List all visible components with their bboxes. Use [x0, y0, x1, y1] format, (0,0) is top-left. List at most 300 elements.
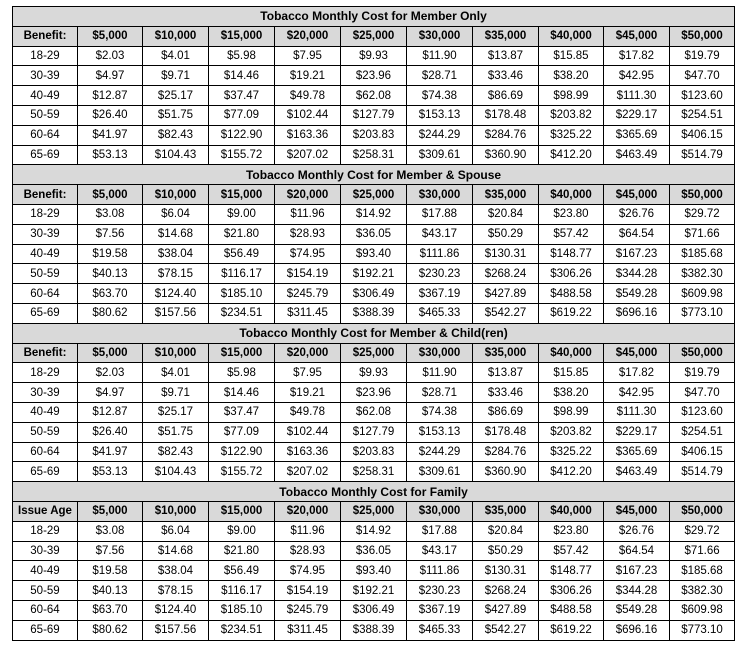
- age-band-cell: 40-49: [13, 402, 78, 422]
- monthly-cost-cell: $427.89: [473, 600, 539, 620]
- monthly-cost-cell: $14.68: [143, 541, 209, 561]
- monthly-cost-cell: $21.80: [209, 541, 275, 561]
- monthly-cost-cell: $86.69: [473, 86, 539, 106]
- monthly-cost-cell: $344.28: [604, 264, 670, 284]
- monthly-cost-cell: $344.28: [604, 581, 670, 601]
- benefit-amount-header: $50,000: [670, 343, 735, 363]
- monthly-cost-cell: $17.82: [604, 46, 670, 66]
- monthly-cost-cell: $80.62: [78, 620, 143, 640]
- monthly-cost-cell: $82.43: [143, 442, 209, 462]
- monthly-cost-cell: $41.97: [78, 125, 143, 145]
- table-row: [13, 402, 735, 422]
- section-title-row: [13, 165, 735, 185]
- benefit-amount-header: $45,000: [604, 343, 670, 363]
- monthly-cost-cell: $49.78: [275, 402, 341, 422]
- monthly-cost-cell: $19.79: [670, 363, 735, 383]
- monthly-cost-cell: $203.82: [539, 105, 604, 125]
- monthly-cost-cell: $163.36: [275, 125, 341, 145]
- monthly-cost-cell: $153.13: [407, 105, 473, 125]
- age-band-cell: 18-29: [13, 46, 78, 66]
- monthly-cost-cell: $549.28: [604, 600, 670, 620]
- monthly-cost-cell: $23.96: [341, 66, 407, 86]
- monthly-cost-cell: $412.20: [539, 145, 604, 165]
- monthly-cost-cell: $53.13: [78, 145, 143, 165]
- benefit-amount-header: $20,000: [275, 26, 341, 46]
- section-title-row: [13, 323, 735, 343]
- monthly-cost-cell: $23.80: [539, 521, 604, 541]
- table-row: [13, 224, 735, 244]
- monthly-cost-cell: $2.03: [78, 46, 143, 66]
- monthly-cost-cell: $111.30: [604, 402, 670, 422]
- monthly-cost-cell: $20.84: [473, 521, 539, 541]
- benefit-amount-header: $20,000: [275, 185, 341, 205]
- table-row: [13, 66, 735, 86]
- monthly-cost-cell: $5.98: [209, 363, 275, 383]
- monthly-cost-cell: $36.05: [341, 224, 407, 244]
- monthly-cost-cell: $63.70: [78, 600, 143, 620]
- monthly-cost-cell: $178.48: [473, 105, 539, 125]
- monthly-cost-cell: $25.17: [143, 86, 209, 106]
- monthly-cost-cell: $619.22: [539, 303, 604, 323]
- monthly-cost-cell: $185.10: [209, 284, 275, 304]
- age-band-cell: 18-29: [13, 363, 78, 383]
- monthly-cost-cell: $50.29: [473, 224, 539, 244]
- monthly-cost-cell: $234.51: [209, 620, 275, 640]
- monthly-cost-cell: $465.33: [407, 620, 473, 640]
- benefit-amount-header: $5,000: [78, 26, 143, 46]
- monthly-cost-cell: $33.46: [473, 383, 539, 403]
- monthly-cost-cell: $42.95: [604, 66, 670, 86]
- monthly-cost-cell: $245.79: [275, 600, 341, 620]
- monthly-cost-cell: $258.31: [341, 462, 407, 482]
- monthly-cost-cell: $40.13: [78, 264, 143, 284]
- monthly-cost-cell: $155.72: [209, 462, 275, 482]
- age-band-cell: 30-39: [13, 224, 78, 244]
- monthly-cost-cell: $36.05: [341, 541, 407, 561]
- monthly-cost-cell: $41.97: [78, 442, 143, 462]
- monthly-cost-cell: $4.97: [78, 383, 143, 403]
- table-row: [13, 125, 735, 145]
- monthly-cost-cell: $15.85: [539, 363, 604, 383]
- section-title: Tobacco Monthly Cost for Member & Child(ren): [13, 323, 735, 343]
- monthly-cost-cell: $245.79: [275, 284, 341, 304]
- monthly-cost-cell: $311.45: [275, 620, 341, 640]
- monthly-cost-cell: $40.13: [78, 581, 143, 601]
- monthly-cost-cell: $167.23: [604, 561, 670, 581]
- age-band-cell: 50-59: [13, 422, 78, 442]
- monthly-cost-cell: $244.29: [407, 125, 473, 145]
- monthly-cost-cell: $53.13: [78, 462, 143, 482]
- monthly-cost-cell: $17.88: [407, 521, 473, 541]
- age-band-cell: 30-39: [13, 541, 78, 561]
- monthly-cost-cell: $406.15: [670, 125, 735, 145]
- monthly-cost-cell: $23.80: [539, 204, 604, 224]
- benefit-amount-header: $30,000: [407, 343, 473, 363]
- monthly-cost-cell: $154.19: [275, 581, 341, 601]
- monthly-cost-cell: $82.43: [143, 125, 209, 145]
- benefit-amount-header: $15,000: [209, 185, 275, 205]
- benefit-amount-header: $35,000: [473, 185, 539, 205]
- monthly-cost-cell: $116.17: [209, 581, 275, 601]
- benefit-amount-header: $20,000: [275, 343, 341, 363]
- age-band-cell: 60-64: [13, 125, 78, 145]
- monthly-cost-cell: $78.15: [143, 264, 209, 284]
- monthly-cost-cell: $9.00: [209, 204, 275, 224]
- monthly-cost-cell: $9.00: [209, 521, 275, 541]
- table-row: [13, 46, 735, 66]
- monthly-cost-cell: $382.30: [670, 264, 735, 284]
- table-row: [13, 264, 735, 284]
- table-row: [13, 363, 735, 383]
- benefit-amount-header: $30,000: [407, 26, 473, 46]
- monthly-cost-cell: $74.95: [275, 244, 341, 264]
- monthly-cost-cell: $311.45: [275, 303, 341, 323]
- monthly-cost-cell: $127.79: [341, 422, 407, 442]
- monthly-cost-cell: $57.42: [539, 541, 604, 561]
- age-band-cell: 65-69: [13, 145, 78, 165]
- monthly-cost-cell: $153.13: [407, 422, 473, 442]
- monthly-cost-cell: $130.31: [473, 244, 539, 264]
- monthly-cost-cell: $360.90: [473, 145, 539, 165]
- monthly-cost-cell: $309.61: [407, 145, 473, 165]
- benefit-amount-header: $10,000: [143, 185, 209, 205]
- monthly-cost-cell: $542.27: [473, 620, 539, 640]
- monthly-cost-cell: $185.68: [670, 244, 735, 264]
- benefit-amount-header: $40,000: [539, 343, 604, 363]
- monthly-cost-cell: $9.71: [143, 383, 209, 403]
- monthly-cost-cell: $7.56: [78, 224, 143, 244]
- monthly-cost-cell: $86.69: [473, 402, 539, 422]
- monthly-cost-cell: $367.19: [407, 284, 473, 304]
- monthly-cost-cell: $258.31: [341, 145, 407, 165]
- table-row: [13, 86, 735, 106]
- table-row: [13, 442, 735, 462]
- benefit-amount-header: $40,000: [539, 501, 604, 521]
- monthly-cost-cell: $412.20: [539, 462, 604, 482]
- monthly-cost-cell: $102.44: [275, 422, 341, 442]
- monthly-cost-cell: $123.60: [670, 86, 735, 106]
- monthly-cost-cell: $773.10: [670, 620, 735, 640]
- monthly-cost-cell: $102.44: [275, 105, 341, 125]
- monthly-cost-cell: $2.03: [78, 363, 143, 383]
- benefit-amount-header: $15,000: [209, 343, 275, 363]
- benefit-amount-header: $30,000: [407, 185, 473, 205]
- monthly-cost-cell: $64.54: [604, 541, 670, 561]
- monthly-cost-cell: $47.70: [670, 66, 735, 86]
- monthly-cost-cell: $37.47: [209, 86, 275, 106]
- monthly-cost-cell: $203.83: [341, 125, 407, 145]
- monthly-cost-cell: $254.51: [670, 105, 735, 125]
- table-row: [13, 462, 735, 482]
- tobacco-rate-table: [12, 6, 735, 641]
- benefit-amount-header: $5,000: [78, 501, 143, 521]
- monthly-cost-cell: $64.54: [604, 224, 670, 244]
- benefit-amount-header: $50,000: [670, 501, 735, 521]
- monthly-cost-cell: $9.71: [143, 66, 209, 86]
- age-band-cell: 30-39: [13, 66, 78, 86]
- monthly-cost-cell: $93.40: [341, 561, 407, 581]
- monthly-cost-cell: $19.58: [78, 561, 143, 581]
- header-label: Benefit:: [13, 185, 78, 205]
- section-title: Tobacco Monthly Cost for Member Only: [13, 7, 735, 27]
- monthly-cost-cell: $465.33: [407, 303, 473, 323]
- monthly-cost-cell: $11.90: [407, 46, 473, 66]
- monthly-cost-cell: $98.99: [539, 402, 604, 422]
- monthly-cost-cell: $93.40: [341, 244, 407, 264]
- monthly-cost-cell: $542.27: [473, 303, 539, 323]
- monthly-cost-cell: $17.88: [407, 204, 473, 224]
- monthly-cost-cell: $111.86: [407, 244, 473, 264]
- monthly-cost-cell: $3.08: [78, 204, 143, 224]
- monthly-cost-cell: $14.46: [209, 66, 275, 86]
- table-row: [13, 620, 735, 640]
- monthly-cost-cell: $29.72: [670, 521, 735, 541]
- monthly-cost-cell: $19.21: [275, 66, 341, 86]
- age-band-cell: 60-64: [13, 600, 78, 620]
- monthly-cost-cell: $192.21: [341, 264, 407, 284]
- age-band-cell: 50-59: [13, 105, 78, 125]
- monthly-cost-cell: $488.58: [539, 284, 604, 304]
- monthly-cost-cell: $38.04: [143, 244, 209, 264]
- monthly-cost-cell: $56.49: [209, 244, 275, 264]
- monthly-cost-cell: $43.17: [407, 541, 473, 561]
- table-row: [13, 303, 735, 323]
- monthly-cost-cell: $388.39: [341, 620, 407, 640]
- monthly-cost-cell: $365.69: [604, 442, 670, 462]
- monthly-cost-cell: $609.98: [670, 600, 735, 620]
- monthly-cost-cell: $38.20: [539, 383, 604, 403]
- monthly-cost-cell: $124.40: [143, 600, 209, 620]
- benefit-amount-header: $50,000: [670, 185, 735, 205]
- monthly-cost-cell: $11.96: [275, 204, 341, 224]
- monthly-cost-cell: $7.56: [78, 541, 143, 561]
- monthly-cost-cell: $77.09: [209, 422, 275, 442]
- monthly-cost-cell: $360.90: [473, 462, 539, 482]
- monthly-cost-cell: $63.70: [78, 284, 143, 304]
- monthly-cost-cell: $9.93: [341, 46, 407, 66]
- monthly-cost-cell: $71.66: [670, 541, 735, 561]
- table-row: [13, 521, 735, 541]
- monthly-cost-cell: $325.22: [539, 442, 604, 462]
- monthly-cost-cell: $51.75: [143, 422, 209, 442]
- monthly-cost-cell: $268.24: [473, 264, 539, 284]
- monthly-cost-cell: $230.23: [407, 264, 473, 284]
- monthly-cost-cell: $122.90: [209, 442, 275, 462]
- benefit-amount-header: $25,000: [341, 501, 407, 521]
- monthly-cost-cell: $14.92: [341, 521, 407, 541]
- benefit-header-row: [13, 185, 735, 205]
- monthly-cost-cell: $12.87: [78, 402, 143, 422]
- benefit-amount-header: $35,000: [473, 343, 539, 363]
- monthly-cost-cell: $463.49: [604, 462, 670, 482]
- age-band-cell: 65-69: [13, 462, 78, 482]
- monthly-cost-cell: $19.79: [670, 46, 735, 66]
- monthly-cost-cell: $306.49: [341, 600, 407, 620]
- monthly-cost-cell: $104.43: [143, 462, 209, 482]
- monthly-cost-cell: $157.56: [143, 303, 209, 323]
- section-title: Tobacco Monthly Cost for Family: [13, 482, 735, 502]
- monthly-cost-cell: $14.46: [209, 383, 275, 403]
- monthly-cost-cell: $111.30: [604, 86, 670, 106]
- monthly-cost-cell: $78.15: [143, 581, 209, 601]
- monthly-cost-cell: $185.10: [209, 600, 275, 620]
- table-row: [13, 561, 735, 581]
- monthly-cost-cell: $57.42: [539, 224, 604, 244]
- monthly-cost-cell: $51.75: [143, 105, 209, 125]
- monthly-cost-cell: $74.38: [407, 86, 473, 106]
- monthly-cost-cell: $365.69: [604, 125, 670, 145]
- benefit-amount-header: $15,000: [209, 501, 275, 521]
- age-band-cell: 40-49: [13, 561, 78, 581]
- benefit-amount-header: $25,000: [341, 343, 407, 363]
- monthly-cost-cell: $12.87: [78, 86, 143, 106]
- monthly-cost-cell: $167.23: [604, 244, 670, 264]
- monthly-cost-cell: $234.51: [209, 303, 275, 323]
- monthly-cost-cell: $696.16: [604, 620, 670, 640]
- table-row: [13, 145, 735, 165]
- monthly-cost-cell: $207.02: [275, 145, 341, 165]
- benefit-amount-header: $40,000: [539, 26, 604, 46]
- monthly-cost-cell: $6.04: [143, 521, 209, 541]
- monthly-cost-cell: $14.68: [143, 224, 209, 244]
- monthly-cost-cell: $13.87: [473, 46, 539, 66]
- header-label: Benefit:: [13, 343, 78, 363]
- monthly-cost-cell: $26.40: [78, 105, 143, 125]
- benefit-header-row: [13, 343, 735, 363]
- table-row: [13, 204, 735, 224]
- monthly-cost-cell: $38.04: [143, 561, 209, 581]
- benefit-amount-header: $10,000: [143, 501, 209, 521]
- monthly-cost-cell: $25.17: [143, 402, 209, 422]
- table-row: [13, 105, 735, 125]
- header-label: Issue Age: [13, 501, 78, 521]
- table-row: [13, 422, 735, 442]
- monthly-cost-cell: $155.72: [209, 145, 275, 165]
- benefit-amount-header: $45,000: [604, 501, 670, 521]
- monthly-cost-cell: $192.21: [341, 581, 407, 601]
- monthly-cost-cell: $71.66: [670, 224, 735, 244]
- benefit-amount-header: $40,000: [539, 185, 604, 205]
- monthly-cost-cell: $130.31: [473, 561, 539, 581]
- monthly-cost-cell: $185.68: [670, 561, 735, 581]
- monthly-cost-cell: $98.99: [539, 86, 604, 106]
- monthly-cost-cell: $3.08: [78, 521, 143, 541]
- monthly-cost-cell: $229.17: [604, 422, 670, 442]
- monthly-cost-cell: $26.76: [604, 204, 670, 224]
- monthly-cost-cell: $74.95: [275, 561, 341, 581]
- monthly-cost-cell: $43.17: [407, 224, 473, 244]
- monthly-cost-cell: $14.92: [341, 204, 407, 224]
- monthly-cost-cell: $773.10: [670, 303, 735, 323]
- monthly-cost-cell: $229.17: [604, 105, 670, 125]
- monthly-cost-cell: $7.95: [275, 46, 341, 66]
- monthly-cost-cell: $309.61: [407, 462, 473, 482]
- monthly-cost-cell: $406.15: [670, 442, 735, 462]
- monthly-cost-cell: $104.43: [143, 145, 209, 165]
- table-row: [13, 244, 735, 264]
- monthly-cost-cell: $203.82: [539, 422, 604, 442]
- monthly-cost-cell: $207.02: [275, 462, 341, 482]
- monthly-cost-cell: $284.76: [473, 442, 539, 462]
- monthly-cost-cell: $127.79: [341, 105, 407, 125]
- monthly-cost-cell: $15.85: [539, 46, 604, 66]
- monthly-cost-cell: $20.84: [473, 204, 539, 224]
- benefit-amount-header: $30,000: [407, 501, 473, 521]
- benefit-amount-header: $45,000: [604, 26, 670, 46]
- monthly-cost-cell: $49.78: [275, 86, 341, 106]
- monthly-cost-cell: $696.16: [604, 303, 670, 323]
- monthly-cost-cell: $5.98: [209, 46, 275, 66]
- monthly-cost-cell: $178.48: [473, 422, 539, 442]
- age-band-cell: 50-59: [13, 581, 78, 601]
- monthly-cost-cell: $33.46: [473, 66, 539, 86]
- monthly-cost-cell: $488.58: [539, 600, 604, 620]
- monthly-cost-cell: $26.40: [78, 422, 143, 442]
- monthly-cost-cell: $116.17: [209, 264, 275, 284]
- monthly-cost-cell: $268.24: [473, 581, 539, 601]
- monthly-cost-cell: $4.97: [78, 66, 143, 86]
- monthly-cost-cell: $284.76: [473, 125, 539, 145]
- monthly-cost-cell: $11.96: [275, 521, 341, 541]
- monthly-cost-cell: $74.38: [407, 402, 473, 422]
- section-title-row: [13, 7, 735, 27]
- age-band-cell: 60-64: [13, 442, 78, 462]
- monthly-cost-cell: $609.98: [670, 284, 735, 304]
- benefit-amount-header: $35,000: [473, 501, 539, 521]
- monthly-cost-cell: $163.36: [275, 442, 341, 462]
- monthly-cost-cell: $77.09: [209, 105, 275, 125]
- monthly-cost-cell: $514.79: [670, 145, 735, 165]
- monthly-cost-cell: $4.01: [143, 363, 209, 383]
- age-band-cell: 18-29: [13, 204, 78, 224]
- monthly-cost-cell: $549.28: [604, 284, 670, 304]
- table-row: [13, 383, 735, 403]
- monthly-cost-cell: $29.72: [670, 204, 735, 224]
- section-title-row: [13, 482, 735, 502]
- benefit-amount-header: $10,000: [143, 26, 209, 46]
- monthly-cost-cell: $28.93: [275, 541, 341, 561]
- monthly-cost-cell: $37.47: [209, 402, 275, 422]
- monthly-cost-cell: $38.20: [539, 66, 604, 86]
- monthly-cost-cell: $306.49: [341, 284, 407, 304]
- monthly-cost-cell: $47.70: [670, 383, 735, 403]
- monthly-cost-cell: $80.62: [78, 303, 143, 323]
- table-row: [13, 541, 735, 561]
- benefit-amount-header: $5,000: [78, 343, 143, 363]
- benefit-amount-header: $5,000: [78, 185, 143, 205]
- monthly-cost-cell: $148.77: [539, 244, 604, 264]
- benefit-amount-header: $25,000: [341, 26, 407, 46]
- section-title: Tobacco Monthly Cost for Member & Spouse: [13, 165, 735, 185]
- age-band-cell: 60-64: [13, 284, 78, 304]
- header-label: Benefit:: [13, 26, 78, 46]
- monthly-cost-cell: $306.26: [539, 581, 604, 601]
- benefit-amount-header: $15,000: [209, 26, 275, 46]
- monthly-cost-cell: $17.82: [604, 363, 670, 383]
- monthly-cost-cell: $7.95: [275, 363, 341, 383]
- monthly-cost-cell: $427.89: [473, 284, 539, 304]
- monthly-cost-cell: $325.22: [539, 125, 604, 145]
- monthly-cost-cell: $123.60: [670, 402, 735, 422]
- monthly-cost-cell: $21.80: [209, 224, 275, 244]
- monthly-cost-cell: $157.56: [143, 620, 209, 640]
- age-band-cell: 65-69: [13, 303, 78, 323]
- monthly-cost-cell: $56.49: [209, 561, 275, 581]
- monthly-cost-cell: $148.77: [539, 561, 604, 581]
- monthly-cost-cell: $28.71: [407, 66, 473, 86]
- monthly-cost-cell: $50.29: [473, 541, 539, 561]
- benefit-amount-header: $25,000: [341, 185, 407, 205]
